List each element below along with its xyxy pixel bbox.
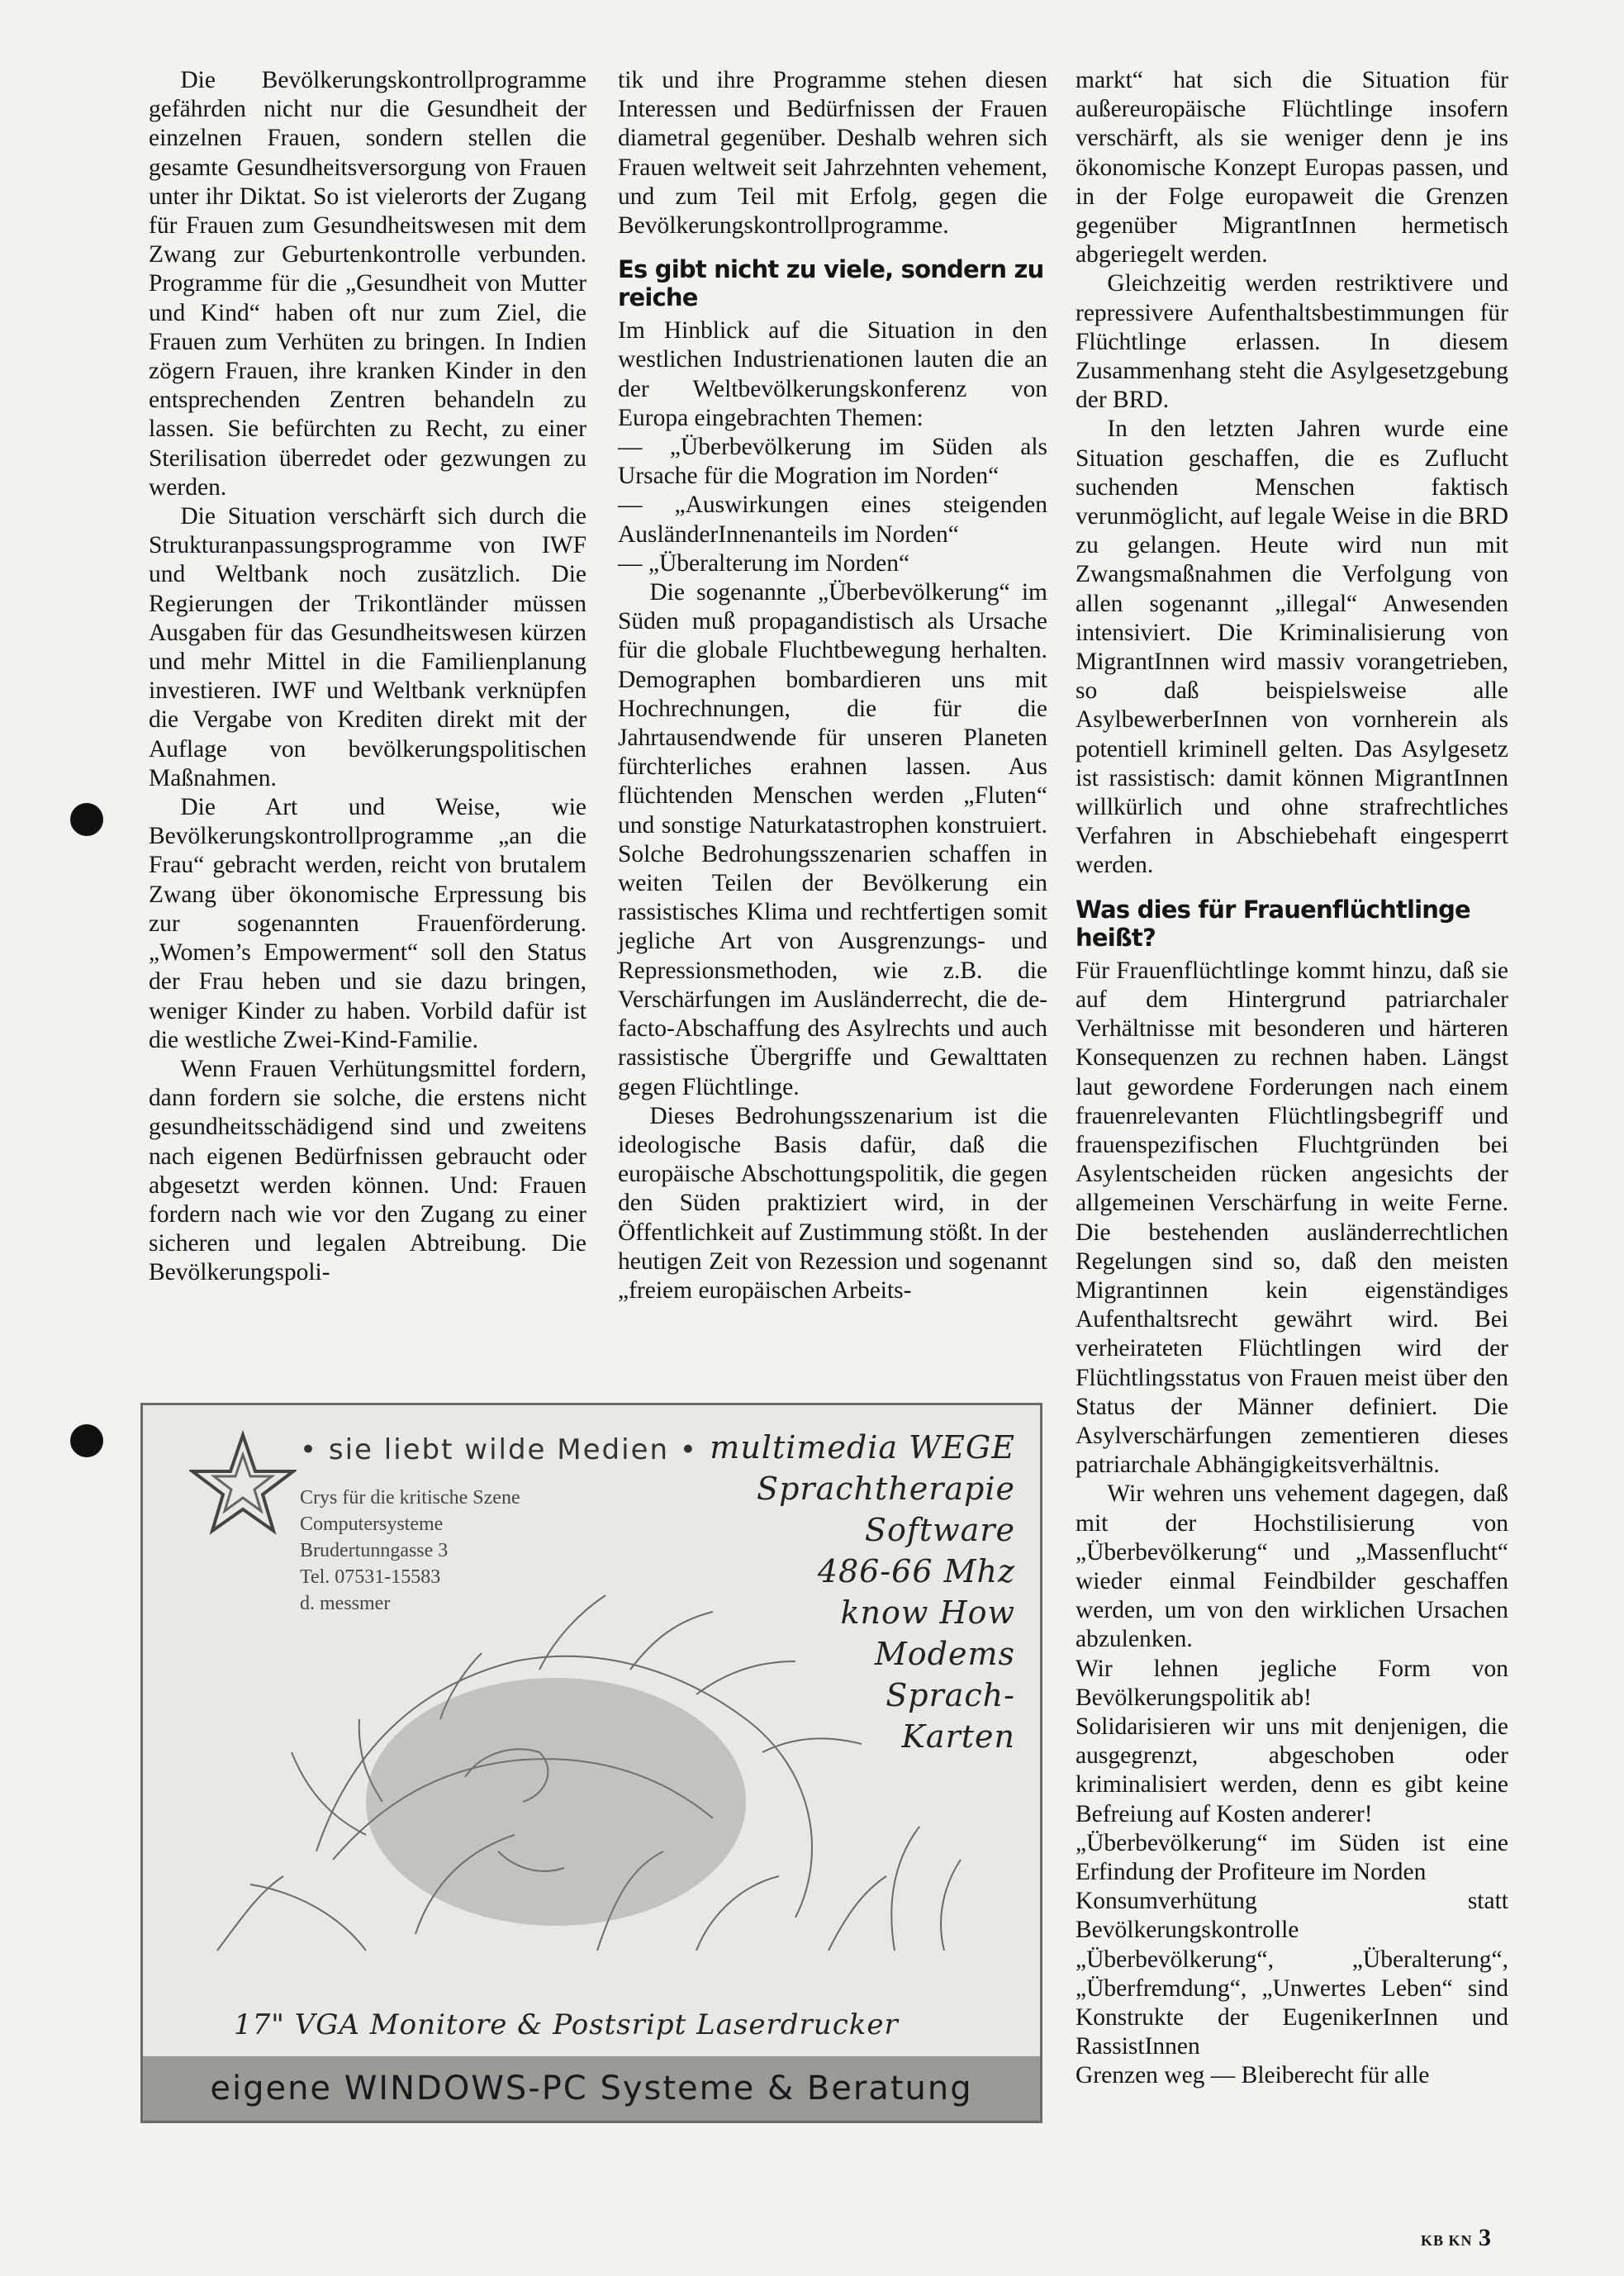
article-column-3 xyxy=(1076,66,1508,2091)
list-item: — „Überbevölkerung im Süden als Ursache für die Mogration im Norden“ xyxy=(618,434,1047,490)
article-column-1 xyxy=(149,66,586,1288)
paragraph: Im Hinblick auf die Situation in den westlichen Industrienationen lauten die an der Weltbevölkerungskonferenz von Europa eingebrachten Themen: xyxy=(618,317,1047,431)
star-logo xyxy=(189,1430,297,1537)
paragraph: tik und ihre Programme stehen diesen Interessen und Bedürfnissen der Frauen diametral gegenüber. Deshalb wehren sich Frauen weltweit seit Jahrzehnten vehement, und zum Teil mit Erfolg, gegen die Bevölkerungskontrollprogramme. xyxy=(618,67,1047,240)
ad-service-line: know How xyxy=(840,1594,1015,1631)
advertisement xyxy=(140,1403,1042,2123)
slogan-line: Wir lehnen jegliche Form von Bevölkerungspolitik ab! xyxy=(1076,1655,1508,1711)
paragraph: Die Art und Weise, wie Bevölkerungskontrollprogramme „an die Frau“ gebracht werden, reicht von brutalem Zwang über ökonomische Erpressung bis zur sogenannten Frauenförderung. „Women’s Empowerment“ soll den Status der Frau heben und sie dazu bringen, weniger Kinder zu haben. Vorbild dafür ist die westliche Zwei-Kind-Familie. xyxy=(149,794,586,1053)
slogan-line: „Überbevölkerung“ im Süden ist eine Erfindung der Profiteure im Norden xyxy=(1076,1829,1508,1885)
ad-banner: eigene WINDOWS-PC Systeme & Beratung xyxy=(143,2056,1040,2121)
list-item: — „Überalterung im Norden“ xyxy=(618,549,910,577)
ad-service-line: 486-66 Mhz xyxy=(817,1553,1015,1589)
page-footer xyxy=(1421,2224,1491,2252)
ad-service-line: Modems xyxy=(874,1636,1015,1672)
ad-hardware-line: 17" VGA Monitore & Postsript Laserdrucker xyxy=(234,2008,899,2041)
ad-contact-line: Computersysteme xyxy=(300,1513,444,1535)
ad-service-line: Sprachtherapie xyxy=(757,1471,1015,1507)
ad-tagline: • sie liebt wilde Medien • xyxy=(300,1433,698,1466)
paragraph: Die sogenannte „Überbevölkerung“ im Süden muß propagandistisch als Ursache für die globale Fluchtbewegung herhalten. Demographen bombardieren uns mit Hochrechnungen, die für die Jahrtausendwende für unseren Planeten fürchterliches erahnen lassen. Aus flüchtenden Menschen werden „Fluten“ und sonstige Naturkatastrophen konstruiert. Solche Bedrohungsszenarien schaffen in weiten Teilen der Bevölkerung ein rassistisches Klima und rechtfertigen somit jegliche Art von Ausgrenzungs- und Repressionsmethoden, wie z.B. die Verschärfungen im Ausländerrecht, die de-facto-Abschaffung des Asylrechts und auch rassistische Übergriffe und Gewalttaten gegen Flüchtlinge. xyxy=(618,579,1047,1100)
punch-hole xyxy=(70,1424,103,1457)
list-item: — „Auswirkungen eines steigenden AusländerInnenanteils im Norden“ xyxy=(618,492,1047,548)
ad-service-line: Sprach- xyxy=(886,1677,1015,1713)
slogan-line: Solidarisieren wir uns mit denjenigen, die ausgegrenzt, abgeschoben oder kriminalisiert werden, denn es gibt keine Befreiung auf Kosten anderer! xyxy=(1076,1713,1508,1827)
paragraph: Die Situation verschärft sich durch die Strukturanpassungsprogramme von IWF und Weltbank noch zusätzlich. Die Regierungen der Trikontländer müssen Ausgaben für das Gesundheitswesen kürzen und mehr Mittel in die Familienplanung investieren. IWF und Weltbank verknüpfen die Vergabe von Krediten direkt mit der Auflage von bevölkerungspolitischen Maßnahmen. xyxy=(149,503,586,791)
ad-service-line: multimedia WEGE xyxy=(710,1429,1015,1466)
slogan-line: Konsumverhütung statt Bevölkerungskontrolle xyxy=(1076,1888,1508,1944)
slogan-line: Grenzen weg — Bleiberecht für alle xyxy=(1076,2062,1430,2089)
paragraph: Wir wehren uns vehement dagegen, daß mit der Hochstilisierung von „Überbevölkerung“ und „Massenflucht“ wieder einmal Feindbilder geschaffen werden, um von den wirklichen Ursachen abzulenken. xyxy=(1076,1480,1508,1653)
paragraph: Gleichzeitig werden restriktivere und repressivere Aufenthaltsbestimmungen für Flüchtlinge erlassen. In diesem Zusammenhang steht die Asylgesetzgebung der BRD. xyxy=(1076,270,1508,414)
article-column-2 xyxy=(618,66,1047,1305)
ad-contact-block xyxy=(300,1485,520,1617)
ad-contact-line: Brudertunngasse 3 xyxy=(300,1540,449,1561)
ad-service-line: Karten xyxy=(901,1718,1015,1755)
ad-contact-line: d. messmer xyxy=(300,1593,391,1614)
ad-service-line: Software xyxy=(864,1512,1015,1548)
ad-contact-line: Tel. 07531-15583 xyxy=(300,1566,441,1588)
paragraph: In den letzten Jahren wurde eine Situation geschaffen, die es Zuflucht suchenden Menschen faktisch verunmöglicht, auf legale Weise in die BRD zu gelangen. Heute wird nun mit Zwangsmaßnahmen die Verfolgung von allen sogenannt „illegal“ Anwesenden intensiviert. Die Kriminalisierung von MigrantInnen wird massiv vorangetrieben, so daß beispielsweise alle AsylbewerberInnen von vornherein als potentiell kriminell gelten. Das Asylgesetz ist rassistisch: damit können MigrantInnen willkürlich und ohne strafrechtliches Verfahren in Abschiebehaft eingesperrt werden. xyxy=(1076,416,1508,879)
paragraph: Wenn Frauen Verhütungsmittel fordern, dann fordern sie solche, die erstens nicht gesundheitsschädigend sind und zweitens nach eigenen Bedürfnissen gebraucht oder abgesetzt werden können. Und: Frauen fordern nach wie vor den Zugang zu einer sicheren und legalen Abtreibung. Die Bevölkerungspoli- xyxy=(149,1055,586,1286)
section-heading: Es gibt nicht zu viele, sondern zu reiche xyxy=(618,255,1044,312)
section-heading: Was dies für Frauenflüchtlinge heißt? xyxy=(1076,895,1470,952)
page-number: 3 xyxy=(1479,2224,1492,2251)
ad-contact-line: Crys für die kritische Szene xyxy=(300,1487,520,1509)
punch-hole xyxy=(70,803,103,836)
publication-mark: KB KN xyxy=(1421,2232,1473,2249)
paragraph: markt“ hat sich die Situation für außereuropäische Flüchtlinge insofern verschärft, als sie weniger denn je ins ökonomische Konzept Europas passen, und in der Folge europaweit die Grenzen gegenüber MigrantInnen hermetisch abgeriegelt werden. xyxy=(1076,67,1508,268)
paragraph: Für Frauenflüchtlinge kommt hinzu, daß sie auf dem Hintergrund patriarchaler Verhältnisse mit besonderen und härteren Konsequenzen zu rechnen haben. Längst laut gewordene Forderungen nach einem frauenrelevanten Flüchtlingsbegriff und frauenspezifischen Fluchtgründen bei Asylentscheiden rücken angesichts der allgemeinen Verschärfung in weite Ferne. Die bestehenden ausländerrechtlichen Regelungen sind so, daß den meisten Migrantinnen kein eigenständiges Aufenthaltsrecht gewährt wird. Bei verheirateten Flüchtlingen wird der Flüchtlingsstatus von Frauen meist über den Status der Männer definiert. Die Asylverschärfungen zementieren dieses patriarchale Abhängigkeitsverhältnis. xyxy=(1076,957,1508,1479)
paragraph: Die Bevölkerungskontrollprogramme gefährden nicht nur die Gesundheit der einzelnen Frauen, sondern stellen die gesamte Gesundheitsversorgung von Frauen unter ihr Diktat. So ist vielerorts der Zugang für Frauen zum Gesundheitswesen mit dem Zwang zur Geburtenkontrolle verbunden. Programme für die „Gesundheit von Mutter und Kind“ haben oft nur zum Ziel, die Frauen zum Verhüten zu bringen. In Indien zögern Frauen, ihre kranken Kinder in den entsprechenden Zentren behandeln zu lassen. Sie befürchten zu Recht, zu einer Sterilisation überredet oder gezwungen zu werden. xyxy=(149,67,586,501)
slogan-line: „Überbevölkerung“, „Überalterung“, „Überfremdung“, „Unwertes Leben“ sind Konstrukte der EugenikerInnen und RassistInnen xyxy=(1076,1946,1508,2060)
paragraph: Dieses Bedrohungsszenarium ist die ideologische Basis dafür, daß die europäische Abschottungspolitik, die gegen den Süden praktiziert wird, in der Öffentlichkeit auf Zustimmung stößt. In der heutigen Zeit von Rezession und sogenannt „freiem europäischen Arbeits- xyxy=(618,1102,1047,1304)
ad-service-list xyxy=(710,1427,1015,1757)
